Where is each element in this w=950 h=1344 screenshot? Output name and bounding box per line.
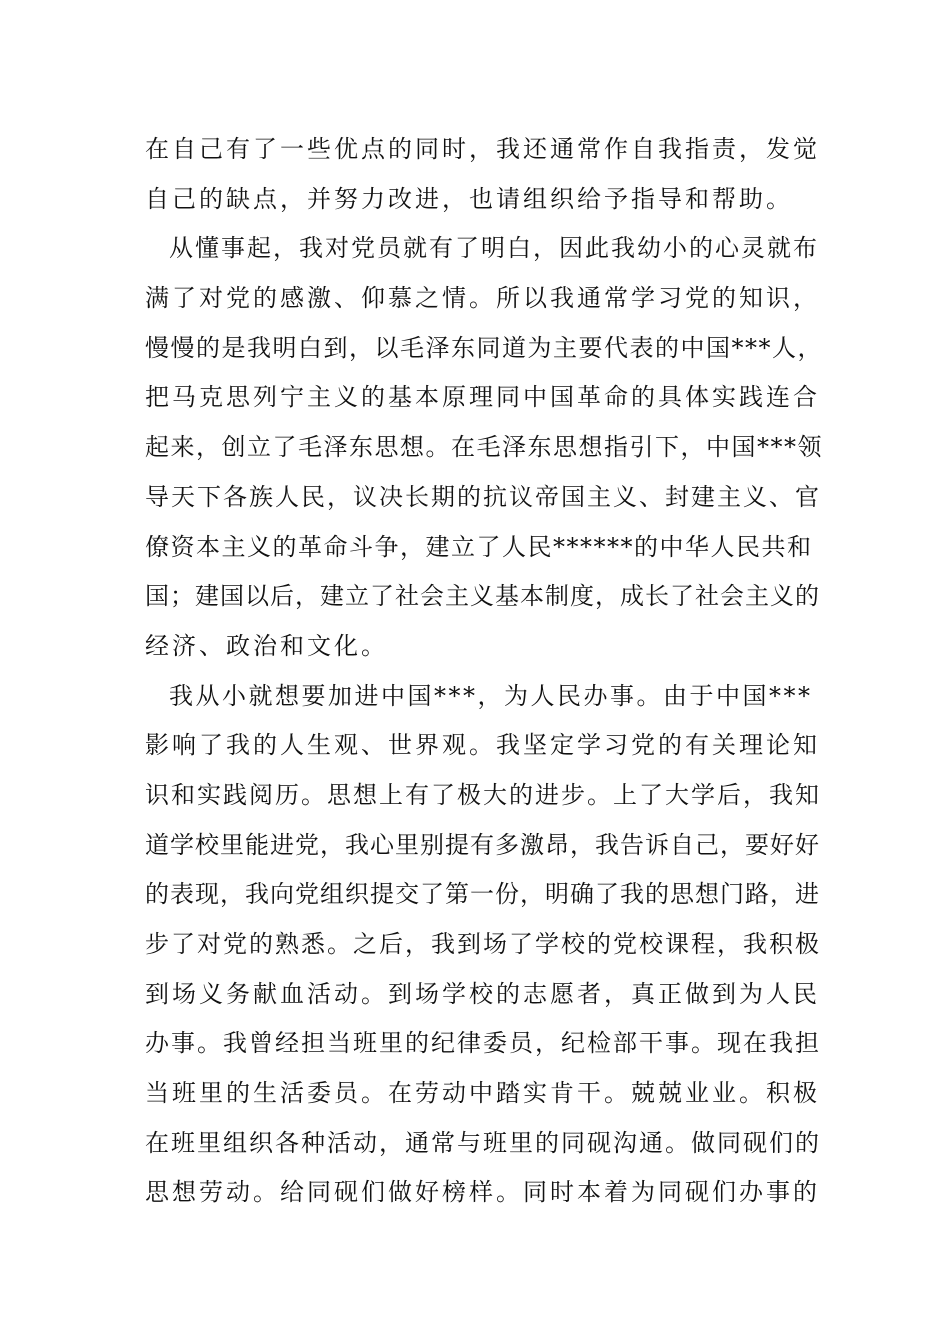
text-line: 在自己有了一些优点的同时，我还通常作自我指责，发觉: [145, 135, 820, 163]
text-line: 自己的缺点，并努力改进，也请组织给予指导和帮助。: [145, 184, 793, 213]
text-line: 识和实践阅历。思想上有了极大的进步。上了大学后，我知: [145, 780, 821, 809]
text-line: 道学校里能进党，我心里别提有多激昂，我告诉自己，要好好: [145, 830, 820, 859]
text-line: 慢慢的是我明白到，以毛泽东同道为主要代表的中国***人，: [145, 333, 823, 362]
text-line: 影响了我的人生观、世界观。我坚定学习党的有关理论知: [145, 731, 820, 760]
text-line: 僚资本主义的革命斗争，建立了人民******的中华人民共和: [145, 532, 813, 561]
text-line: 我从小就想要加进中国***，为人民办事。由于中国***: [169, 681, 813, 710]
text-line: 国；建国以后，建立了社会主义基本制度，成长了社会主义的: [145, 582, 820, 611]
text-line: 把马克思列宁主义的基本原理同中国革命的具体实践连合: [145, 383, 820, 412]
text-line: 在班里组织各种活动，通常与班里的同砚沟通。做同砚们的: [145, 1128, 821, 1157]
text-line: 导天下各族人民，议决长期的抗议帝国主义、封建主义、官: [145, 482, 821, 511]
text-line: 到场义务献血活动。到场学校的志愿者，真正做到为人民: [145, 979, 820, 1008]
text-line: 经济、政治和文化。: [145, 631, 388, 660]
text-line: 的表现，我向党组织提交了第一份，明确了我的思想门路，进: [145, 880, 820, 909]
text-line: 起来，创立了毛泽东思想。在毛泽东思想指引下，中国***领: [145, 433, 823, 462]
text-line: 满了对党的感激、仰慕之情。所以我通常学习党的知识，: [145, 284, 820, 313]
document-body: [145, 125, 825, 1218]
text-line: 步了对党的熟悉。之后，我到场了学校的党校课程，我积极: [145, 930, 821, 958]
text-line: 当班里的生活委员。在劳动中踏实肯干。兢兢业业。积极: [145, 1079, 820, 1108]
text-line: 从懂事起，我对党员就有了明白，因此我幼小的心灵就布: [169, 234, 819, 263]
text-line: 思想劳动。给同砚们做好榜样。同时本着为同砚们办事的: [145, 1178, 820, 1207]
text-line: 办事。我曾经担当班里的纪律委员，纪检部干事。现在我担: [145, 1029, 821, 1058]
